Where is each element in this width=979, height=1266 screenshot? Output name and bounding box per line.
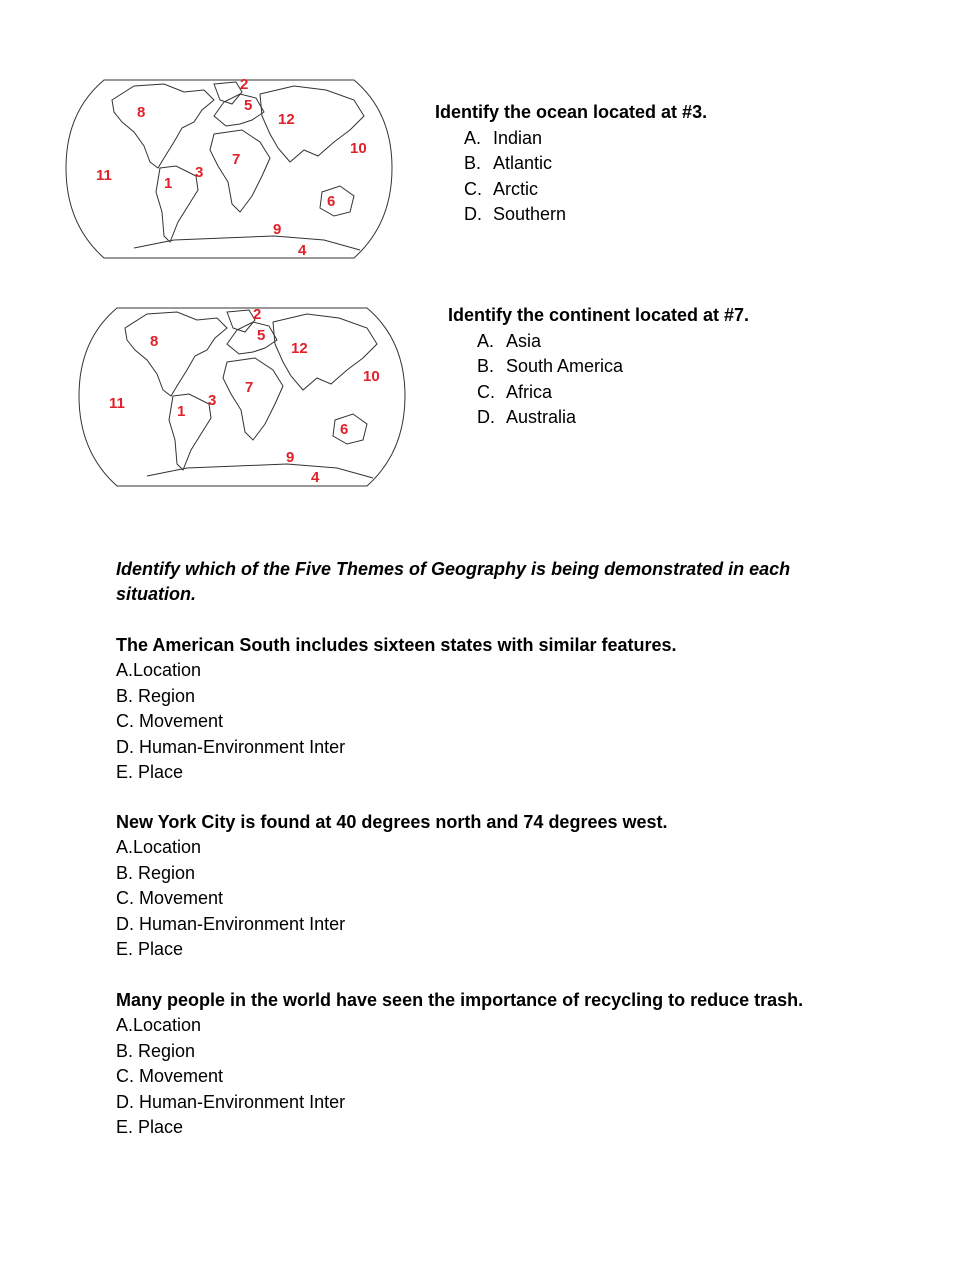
- map-label: 1: [164, 175, 173, 192]
- map-label: 7: [245, 379, 254, 396]
- option-place[interactable]: E. Place: [116, 939, 184, 960]
- option-b[interactable]: B. Atlantic: [464, 153, 553, 173]
- option-c[interactable]: C. Africa: [477, 381, 553, 402]
- map-label: 10: [363, 368, 380, 385]
- map-label: 6: [327, 193, 336, 210]
- map-label: 5: [244, 97, 253, 114]
- map-label: 9: [286, 449, 295, 466]
- question-stem: The American South includes sixteen states with similar features.: [116, 635, 677, 655]
- theme-question-3: [116, 988, 803, 1140]
- themes-instructions: Identify which of the Five Themes of Geography is being demonstrated in each situation.: [116, 559, 791, 604]
- option-region[interactable]: B. Region: [116, 862, 196, 883]
- map-label: 3: [195, 164, 204, 181]
- map-label: 4: [311, 469, 320, 486]
- option-location[interactable]: A.Location: [116, 1015, 202, 1036]
- world-map-1: [64, 72, 394, 264]
- world-map-2: [77, 300, 407, 492]
- map-label: 5: [257, 327, 266, 344]
- map-label: 6: [340, 421, 349, 438]
- option-human-environment[interactable]: D. Human-Environment Inter: [116, 1091, 346, 1112]
- map-label: 10: [350, 140, 367, 157]
- option-location[interactable]: A.Location: [116, 837, 202, 858]
- option-a[interactable]: A. Asia: [477, 330, 542, 351]
- map-label: 11: [96, 167, 112, 184]
- option-human-environment[interactable]: D. Human-Environment Inter: [116, 913, 346, 934]
- option-movement[interactable]: C. Movement: [116, 888, 224, 909]
- map-label: 12: [278, 111, 295, 128]
- map-label: 1: [177, 403, 186, 420]
- option-a[interactable]: A. Indian: [464, 127, 543, 148]
- map-label: 9: [273, 221, 282, 238]
- theme-question-2: [116, 810, 668, 962]
- option-region[interactable]: B. Region: [116, 1040, 196, 1061]
- map-label: 8: [150, 333, 159, 350]
- map-label: 2: [253, 306, 262, 323]
- option-b[interactable]: B. South America: [477, 356, 624, 376]
- map-label: 12: [291, 340, 308, 357]
- question-ocean: [435, 100, 707, 228]
- map-label: 7: [232, 151, 241, 168]
- option-human-environment[interactable]: D. Human-Environment Inter: [116, 736, 346, 757]
- theme-question-1: [116, 633, 677, 785]
- question-stem: Identify the ocean located at #3.: [435, 102, 708, 122]
- option-place[interactable]: E. Place: [116, 762, 184, 783]
- world-map-outline: [77, 300, 407, 492]
- option-d[interactable]: D. Australia: [477, 407, 577, 427]
- world-map-outline: [64, 72, 394, 264]
- question-stem: Many people in the world have seen the importance of recycling to reduce trash.: [116, 990, 804, 1010]
- question-stem: Identify the continent located at #7.: [448, 305, 750, 325]
- question-continent: [448, 303, 749, 431]
- map-label: 8: [137, 104, 146, 121]
- options-list: [477, 329, 749, 431]
- map-label: 4: [298, 242, 307, 259]
- option-region[interactable]: B. Region: [116, 685, 196, 706]
- options-list: [464, 126, 707, 228]
- map-label: 2: [240, 76, 249, 93]
- option-movement[interactable]: C. Movement: [116, 1066, 224, 1087]
- option-c[interactable]: C. Arctic: [464, 178, 538, 199]
- option-place[interactable]: E. Place: [116, 1117, 184, 1138]
- option-movement[interactable]: C. Movement: [116, 711, 224, 732]
- option-location[interactable]: A.Location: [116, 660, 202, 681]
- question-stem: New York City is found at 40 degrees north and 74 degrees west.: [116, 812, 668, 832]
- option-d[interactable]: D. Southern: [464, 204, 567, 224]
- map-label: 3: [208, 392, 217, 409]
- map-label: 11: [109, 395, 125, 412]
